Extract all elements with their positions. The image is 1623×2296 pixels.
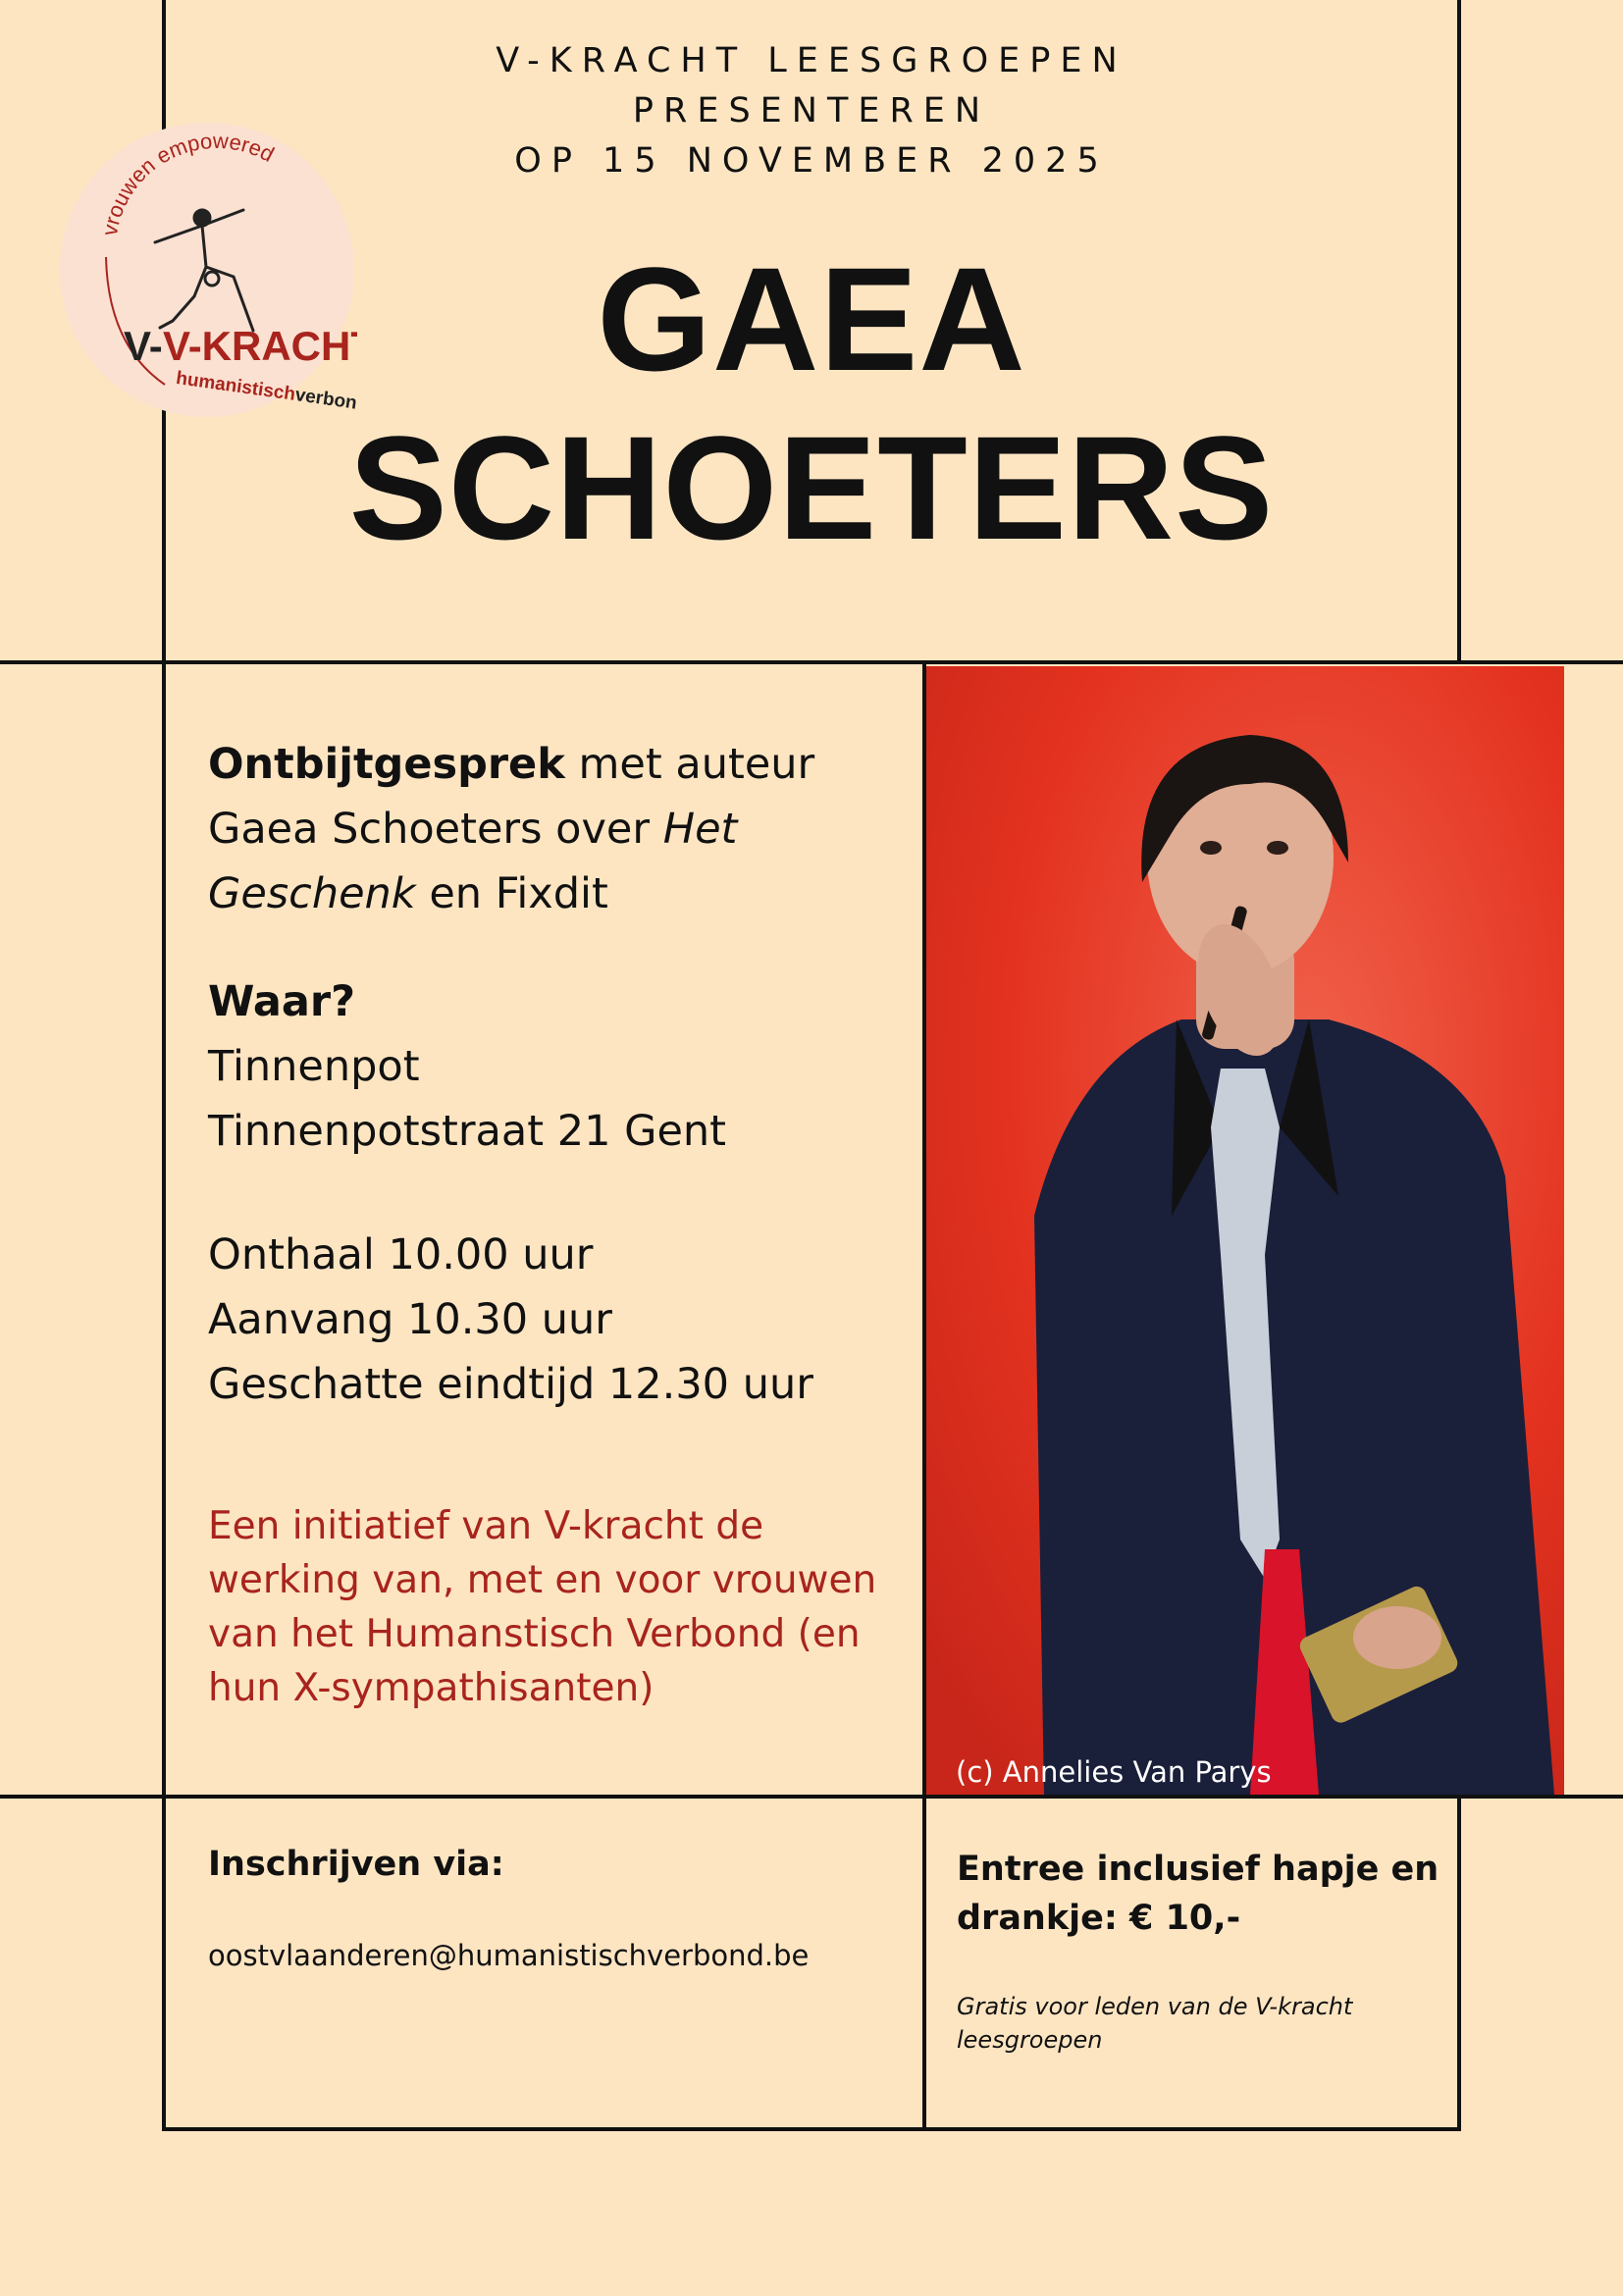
header-line-1: V-KRACHT LEESGROEPEN [496, 41, 1127, 80]
initiative-text [208, 1499, 915, 1715]
logo-arc-text: vrouwen empowered [96, 128, 279, 237]
logo-site-part1: humanistisch [175, 368, 297, 405]
event-location [208, 969, 915, 1164]
intro-part2: Gaea Schoeters over [208, 805, 663, 854]
price-line: Entree inclusief hapje en [957, 1850, 1440, 1889]
page-title-first-name: GAEA [597, 236, 1026, 401]
time-reception: Onthaal 10.00 uur [208, 1230, 594, 1279]
intro-part3: en Fixdit [415, 869, 608, 918]
price-info [957, 1845, 1452, 1943]
initiative-line: hun X-sympathisanten) [208, 1666, 654, 1710]
grid-line-horizontal-1 [0, 660, 1623, 664]
book-title-part1: Het [662, 805, 738, 854]
venue-name: Tinnenpot [208, 1042, 420, 1091]
venue-address: Tinnenpotstraat 21 Gent [208, 1107, 727, 1156]
free-for-members [957, 1990, 1447, 2057]
time-end: Geschatte eindtijd 12.30 uur [208, 1360, 813, 1409]
time-start: Aanvang 10.30 uur [208, 1295, 612, 1344]
grid-line-horizontal-2 [0, 1795, 1623, 1799]
initiative-line: Een initiatief van V-kracht de [208, 1504, 764, 1548]
book-title-part2: Geschenk [208, 869, 416, 918]
logo-brand-text: V-KRACHT [163, 323, 357, 369]
grid-line-right-bottom [1457, 1795, 1461, 2131]
photo-credit: (c) Annelies Van Parys [956, 1755, 1272, 1789]
svg-text:V-: V- [124, 323, 163, 369]
page-title-last-name: SCHOETERS [348, 405, 1275, 570]
event-intro [208, 732, 915, 926]
initiative-line: werking van, met en voor vrouwen [208, 1558, 877, 1602]
grid-line-bottom [162, 2127, 1461, 2131]
free-line: Gratis voor leden van de V-kracht [957, 1993, 1353, 2020]
price-line: drankje: € 10,- [957, 1899, 1241, 1938]
where-label: Waar? [208, 977, 356, 1026]
header-line-3: OP 15 NOVEMBER 2025 [514, 141, 1109, 181]
event-times [208, 1223, 915, 1417]
intro-bold: Ontbijtgesprek [208, 740, 565, 789]
header-line-2: PRESENTEREN [632, 91, 991, 130]
free-line: leesgroepen [957, 2026, 1103, 2054]
grid-line-right-top [1457, 0, 1461, 664]
intro-part1: met auteur [564, 740, 815, 789]
register-label: Inschrijven via: [208, 1845, 504, 1884]
initiative-line: van het Humanstisch Verbond (en [208, 1612, 861, 1656]
author-photo [926, 666, 1564, 1795]
logo-site-part2: verbond.be [293, 385, 357, 420]
register-email[interactable]: oostvlaanderen@humanistischverbond.be [208, 1939, 810, 1972]
